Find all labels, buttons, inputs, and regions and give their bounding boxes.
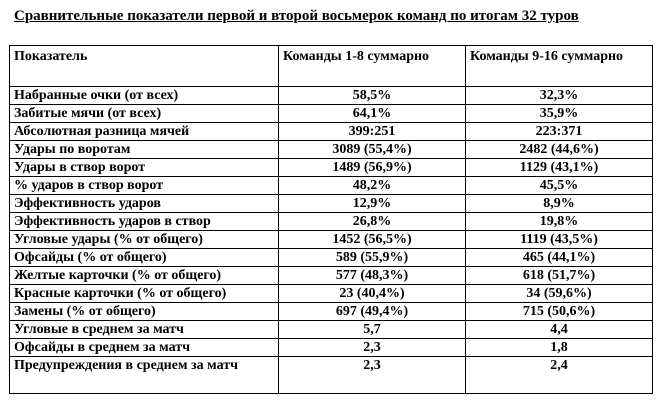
teams-1-8-value: 5,7 [279, 321, 466, 339]
indicator-cell: Желтые карточки (% от общего) [10, 267, 279, 285]
teams-9-16-value: 2482 (44,6%) [466, 141, 653, 159]
indicator-cell: Набранные очки (от всех) [10, 87, 279, 105]
teams-9-16-value: 2,4 [466, 357, 653, 394]
indicator-cell: Удары по воротам [10, 141, 279, 159]
teams-1-8-value: 2,3 [279, 357, 466, 394]
teams-9-16-value: 1129 (43,1%) [466, 159, 653, 177]
teams-1-8-value: 64,1% [279, 105, 466, 123]
teams-1-8-value: 589 (55,9%) [279, 249, 466, 267]
indicator-cell: Забитые мячи (от всех) [10, 105, 279, 123]
indicator-cell: Эффективность ударов в створ [10, 213, 279, 231]
teams-9-16-value: 4,4 [466, 321, 653, 339]
table-row [10, 123, 653, 141]
indicator-cell: Эффективность ударов [10, 195, 279, 213]
header-teams-9-16: Команды 9-16 суммарно [466, 46, 653, 87]
teams-1-8-value: 399:251 [279, 123, 466, 141]
teams-9-16-value: 8,9% [466, 195, 653, 213]
teams-9-16-value: 715 (50,6%) [466, 303, 653, 321]
teams-1-8-value: 26,8% [279, 213, 466, 231]
table-row [10, 339, 653, 357]
indicator-cell: Угловые удары (% от общего) [10, 231, 279, 249]
teams-1-8-value: 23 (40,4%) [279, 285, 466, 303]
table-row [10, 249, 653, 267]
header-teams-1-8: Команды 1-8 суммарно [279, 46, 466, 87]
table-row [10, 105, 653, 123]
teams-9-16-value: 34 (59,6%) [466, 285, 653, 303]
teams-1-8-value: 12,9% [279, 195, 466, 213]
teams-1-8-value: 577 (48,3%) [279, 267, 466, 285]
table-row [10, 321, 653, 339]
teams-1-8-value: 2,3 [279, 339, 466, 357]
table-row [10, 213, 653, 231]
table-row [10, 357, 653, 394]
teams-1-8-value: 3089 (55,4%) [279, 141, 466, 159]
stats-table-body [10, 46, 653, 394]
table-row [10, 87, 653, 105]
teams-1-8-value: 48,2% [279, 177, 466, 195]
teams-9-16-value: 32,3% [466, 87, 653, 105]
stats-table [9, 45, 653, 394]
indicator-cell: Предупреждения в среднем за матч [10, 357, 279, 394]
table-row [10, 231, 653, 249]
page-title: Сравнительные показатели первой и второй восьмерок команд по итогам 32 туров [14, 8, 579, 24]
teams-1-8-value: 1489 (56,9%) [279, 159, 466, 177]
table-row [10, 159, 653, 177]
indicator-cell: Офсайды в среднем за матч [10, 339, 279, 357]
indicator-cell: Красные карточки (% от общего) [10, 285, 279, 303]
teams-9-16-value: 35,9% [466, 105, 653, 123]
teams-1-8-value: 58,5% [279, 87, 466, 105]
table-row [10, 303, 653, 321]
indicator-cell: Удары в створ ворот [10, 159, 279, 177]
header-indicator: Показатель [10, 46, 279, 87]
indicator-cell: Замены (% от общего) [10, 303, 279, 321]
teams-9-16-value: 618 (51,7%) [466, 267, 653, 285]
teams-9-16-value: 1119 (43,5%) [466, 231, 653, 249]
table-row [10, 177, 653, 195]
teams-9-16-value: 45,5% [466, 177, 653, 195]
table-row [10, 195, 653, 213]
indicator-cell: Офсайды (% от общего) [10, 249, 279, 267]
table-header-row [10, 46, 653, 87]
teams-1-8-value: 697 (49,4%) [279, 303, 466, 321]
indicator-cell: % ударов в створ ворот [10, 177, 279, 195]
teams-9-16-value: 1,8 [466, 339, 653, 357]
table-row [10, 285, 653, 303]
teams-9-16-value: 465 (44,1%) [466, 249, 653, 267]
teams-9-16-value: 223:371 [466, 123, 653, 141]
indicator-cell: Угловые в среднем за матч [10, 321, 279, 339]
indicator-cell: Абсолютная разница мячей [10, 123, 279, 141]
table-row [10, 267, 653, 285]
table-row [10, 141, 653, 159]
teams-1-8-value: 1452 (56,5%) [279, 231, 466, 249]
teams-9-16-value: 19,8% [466, 213, 653, 231]
